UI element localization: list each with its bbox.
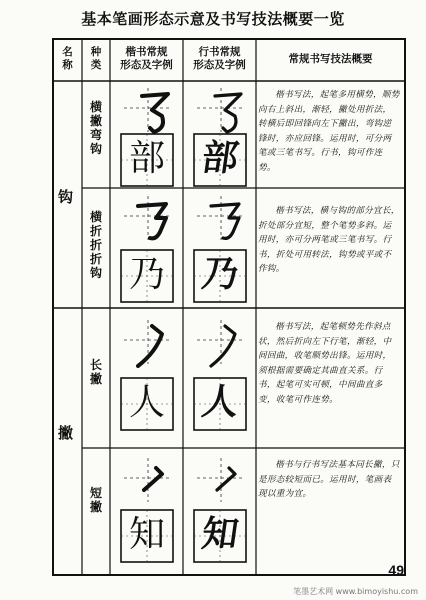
header-name-1: 名 (62, 46, 73, 58)
stroke-demo-hengzhezhezhegou-running (211, 204, 239, 238)
example-char-regular-nai: 乃 (128, 254, 165, 295)
kind-char: 短 (89, 486, 102, 500)
stroke-demo-hengpiewangou-regular (142, 94, 168, 132)
page-number: 49 (388, 562, 404, 578)
example-char-running-zhi: 知 (199, 514, 241, 555)
header-running-1: 行书常规 (198, 46, 241, 58)
category-hook: 钩 (58, 188, 74, 206)
kind-char: 折 (89, 252, 102, 266)
kind-char: 折 (89, 238, 102, 252)
header-regular (110, 38, 183, 80)
kind-char: 长 (89, 358, 102, 372)
stroke-demo-hengzhezhezhegou-regular (138, 204, 166, 238)
desc-changpie: 楷书写法，起笔顿势先作斜点状，然后折向左下行笔，渐轻，中间回曲，收笔顺势出锋。运用时，须根据需要确定其曲直关系。行书，起笔可实可顿，中间曲直多变，收笔可作连势。 (258, 322, 392, 405)
header-summary (256, 38, 405, 80)
example-char-running-ren: 人 (199, 382, 241, 423)
example-char-regular-ren: 人 (128, 382, 165, 423)
stroke-demo-changpie-running (211, 326, 235, 366)
header-regular-2: 形态及字例 (120, 59, 173, 71)
kind-changpie (82, 358, 110, 386)
stroke-demo-duanpie-running (217, 468, 235, 490)
kind-char: 横 (89, 210, 102, 224)
kind-hengpiewangou (82, 100, 110, 156)
strokes-table (52, 38, 406, 576)
example-char-running-nai: 乃 (199, 254, 241, 295)
kind-char: 撇 (89, 372, 102, 386)
header-kind-2: 类 (90, 59, 102, 71)
header-name (53, 38, 82, 80)
kind-char: 弯 (89, 128, 102, 142)
kind-char: 横 (89, 100, 102, 114)
stroke-demo-hengpiewangou-running (215, 94, 241, 132)
desc-duanpie: 楷书与行书写法基本同长撇，只是形态较短而已。运用时，笔画表现以重为宜。 (258, 460, 400, 500)
example-char-regular-bu: 部 (128, 138, 165, 179)
kind-char: 钩 (89, 142, 102, 156)
header-summary-text: 常规书写技法概要 (288, 52, 373, 65)
header-kind-1: 种 (90, 46, 102, 58)
watermark: 笔墨艺术网 www.bimoyishu.com (293, 587, 418, 596)
header-name-2: 称 (62, 59, 73, 71)
desc-hengzhezhezhegou: 楷书写法，横与钩的部分宜长，折处部分宜短，整个笔势多斜。运用时，亦可分两笔或三笔书写。行书，折处可用转法，钩势或平或不作钩。 (258, 206, 400, 275)
stroke-demo-changpie-regular (138, 326, 162, 366)
kind-hengzhezhezhegou (82, 210, 110, 280)
example-char-running-bu: 部 (199, 138, 241, 179)
stroke-demo-duanpie-regular (144, 468, 162, 490)
header-running-2: 形态及字例 (193, 59, 246, 71)
example-char-regular-zhi: 知 (128, 514, 165, 555)
header-running (183, 38, 256, 80)
category-pie: 撇 (58, 424, 74, 442)
kind-char: 钩 (89, 266, 102, 280)
kind-duanpie (82, 486, 110, 514)
header-regular-1: 楷书常规 (125, 46, 168, 58)
kind-char: 撇 (89, 114, 102, 128)
kind-char: 折 (89, 224, 102, 238)
page-title: 基本笔画形态示意及书写技法概要一览 (81, 10, 345, 28)
desc-hengpiewangou: 楷书写法，起笔多用横势，顺势向右上斜出，渐轻，撇处用折法，转横后即回锋向左下撇出，弯钩逆锋时，亦应回锋。运用时，可分两笔或三笔书写。行书，钩可作连势。 (258, 90, 400, 173)
header-kind (82, 38, 110, 80)
kind-char: 撇 (89, 500, 102, 514)
